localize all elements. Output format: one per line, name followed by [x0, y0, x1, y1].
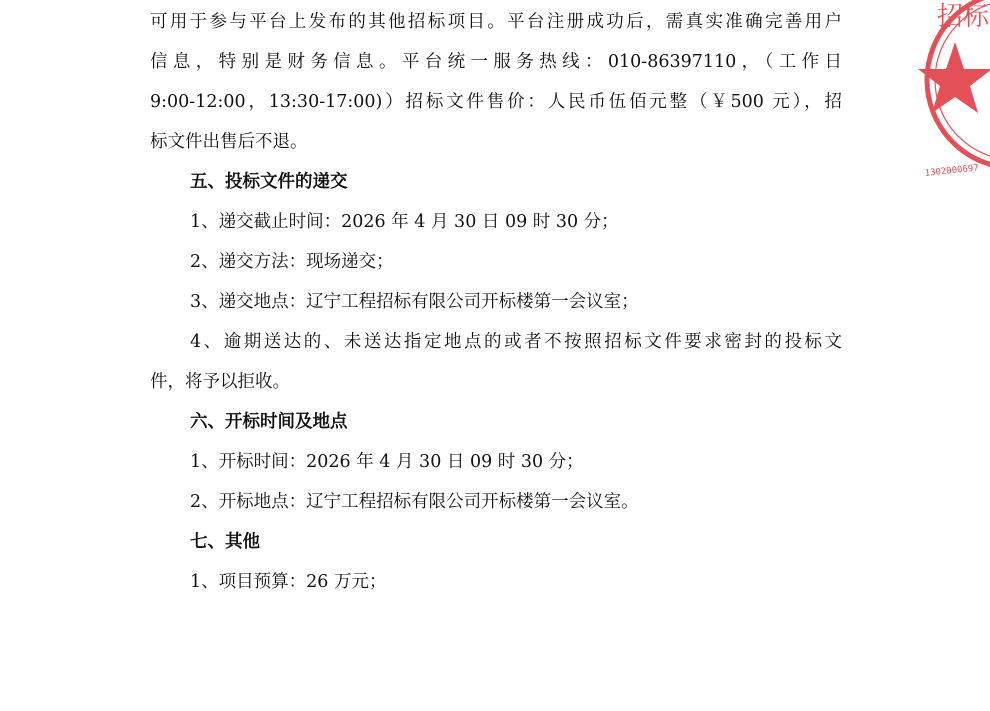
section-6-item-2: 2、开标地点：辽宁工程招标有限公司开标楼第一会议室。 [190, 492, 639, 512]
seal-number: 1302000697 [924, 163, 980, 179]
section-5-heading: 五、投标文件的递交 [190, 172, 348, 192]
section-6-item-1: 1、开标时间：2026 年 4 月 30 日 09 时 30 分； [190, 452, 584, 472]
section-5-item-3: 3、递交地点：辽宁工程招标有限公司开标楼第一会议室； [190, 292, 639, 312]
intro-line-1: 可用于参与平台上发布的其他招标项目。平台注册成功后，需真实准确完善用户 [150, 12, 842, 32]
section-7-heading: 七、其他 [190, 532, 260, 552]
intro-line-2: 信息，特别是财务信息。平台统一服务热线：010-86397110，（工作日 [150, 52, 842, 72]
section-7-item-1: 1、项目预算：26 万元； [190, 572, 387, 592]
company-seal-icon [915, 0, 990, 200]
seal-text: 招标 [937, 2, 990, 32]
intro-line-4: 标文件出售后不退。 [150, 132, 308, 152]
section-5-item-4-line-2: 件，将予以拒收。 [150, 372, 290, 392]
intro-line-3: 9:00-12:00，13:30-17:00)）招标文件售价：人民币伍佰元整（￥500 元），招 [150, 92, 842, 112]
section-6-heading: 六、开标时间及地点 [190, 412, 348, 432]
section-5-item-1: 1、递交截止时间：2026 年 4 月 30 日 09 时 30 分； [190, 212, 619, 232]
section-5-item-2: 2、递交方法：现场递交； [190, 252, 394, 272]
section-5-item-4-line-1: 4、逾期送达的、未送达指定地点的或者不按照招标文件要求密封的投标文 [190, 332, 842, 352]
